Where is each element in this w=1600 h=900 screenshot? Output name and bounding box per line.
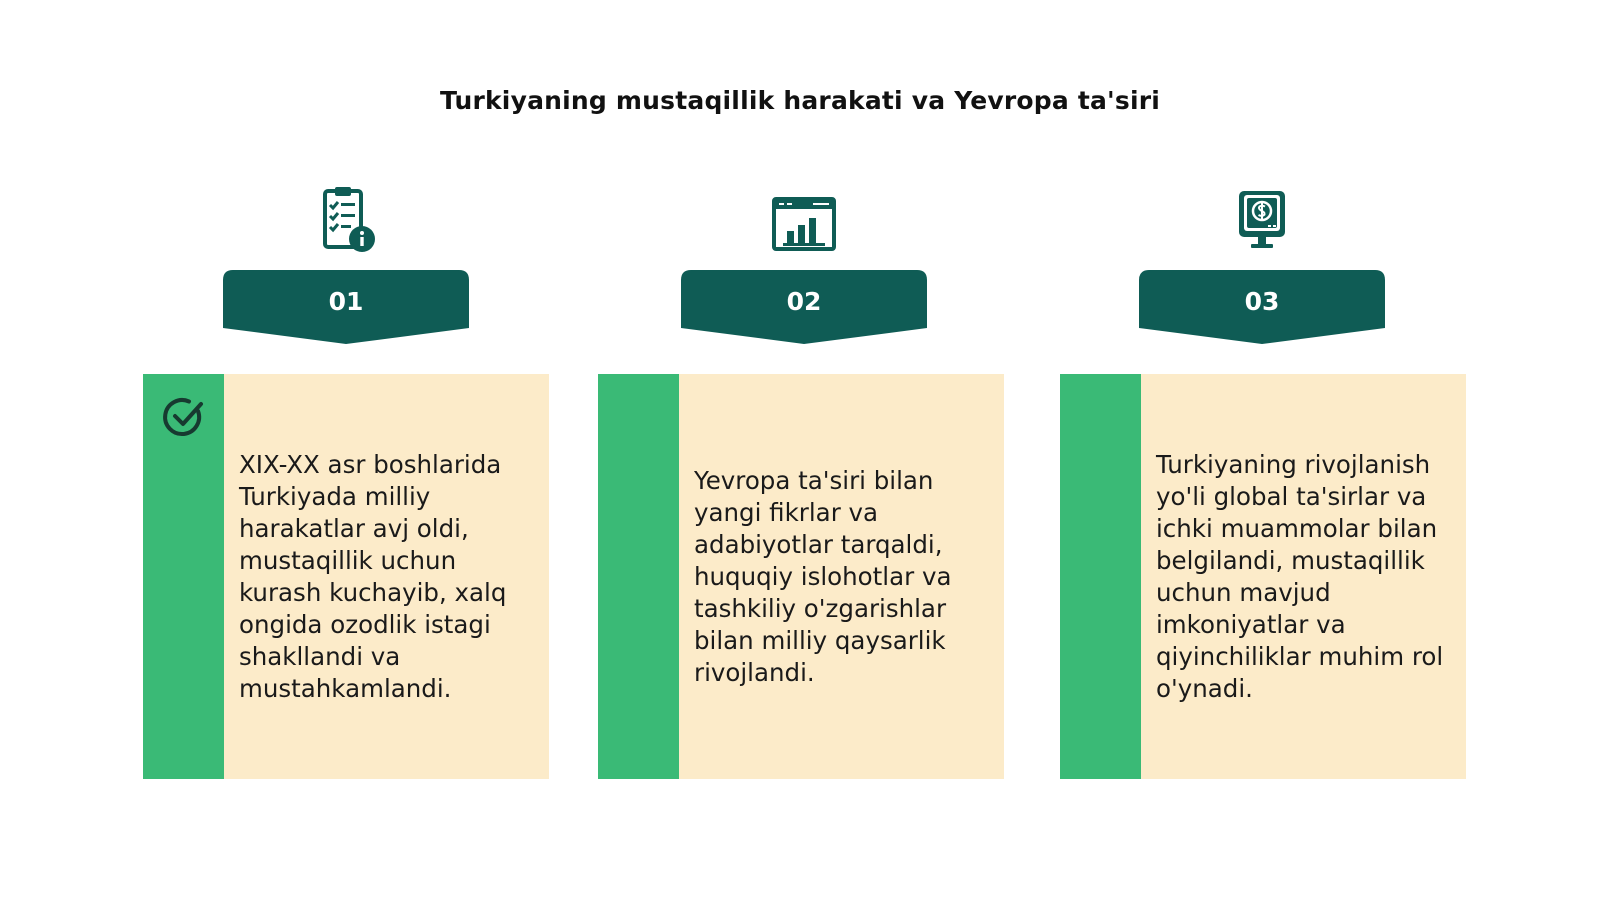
- step-number: 01: [328, 287, 364, 316]
- step-description-text: Turkiyaning rivojlanish yo'li global ta'sirlar va ichki muammolar bilan belgilandi, mustaqillik uchun mavjud imkoniyatlar va qiyinchiliklar muhim rol o'ynadi.: [1156, 449, 1444, 703]
- step-header-1: [223, 185, 469, 345]
- step-description: [694, 374, 990, 779]
- step-description-text: XIX-XX asr boshlarida Turkiyada milliy harakatlar avj oldi, mustaqillik uchun kurash kuchayib, xalq ongida ozodlik istagi shakllandi va mustahkamlandi.: [239, 449, 507, 703]
- page-title: Turkiyaning mustaqillik harakati va Yevropa ta'siri: [439, 86, 1161, 115]
- step-badge-3: [1139, 270, 1385, 346]
- step-description: [239, 374, 535, 779]
- accent-bar: [143, 374, 224, 779]
- monitor-dollar-icon: [1227, 185, 1297, 255]
- step-description-text: Yevropa ta'siri bilan yangi fikrlar va adabiyotlar tarqaldi, huquqiy islohotlar va tashkiliy o'zgarishlar bilan milliy qaysarlik rivojlandi.: [694, 465, 952, 687]
- check-circle-icon: [161, 394, 207, 440]
- step-description: [1156, 374, 1452, 779]
- clipboard-checklist-info-icon: [311, 185, 381, 255]
- accent-bar: [598, 374, 679, 779]
- step-header-2: [681, 185, 927, 345]
- accent-bar: [1060, 374, 1141, 779]
- step-number: 03: [1244, 287, 1280, 316]
- step-badge-2: [681, 270, 927, 346]
- step-header-3: [1139, 185, 1385, 345]
- step-card-3: [1060, 374, 1466, 779]
- browser-bar-chart-icon: [769, 185, 839, 255]
- step-card-1: [143, 374, 549, 779]
- step-badge-1: [223, 270, 469, 346]
- step-card-2: [598, 374, 1004, 779]
- step-number: 02: [786, 287, 822, 316]
